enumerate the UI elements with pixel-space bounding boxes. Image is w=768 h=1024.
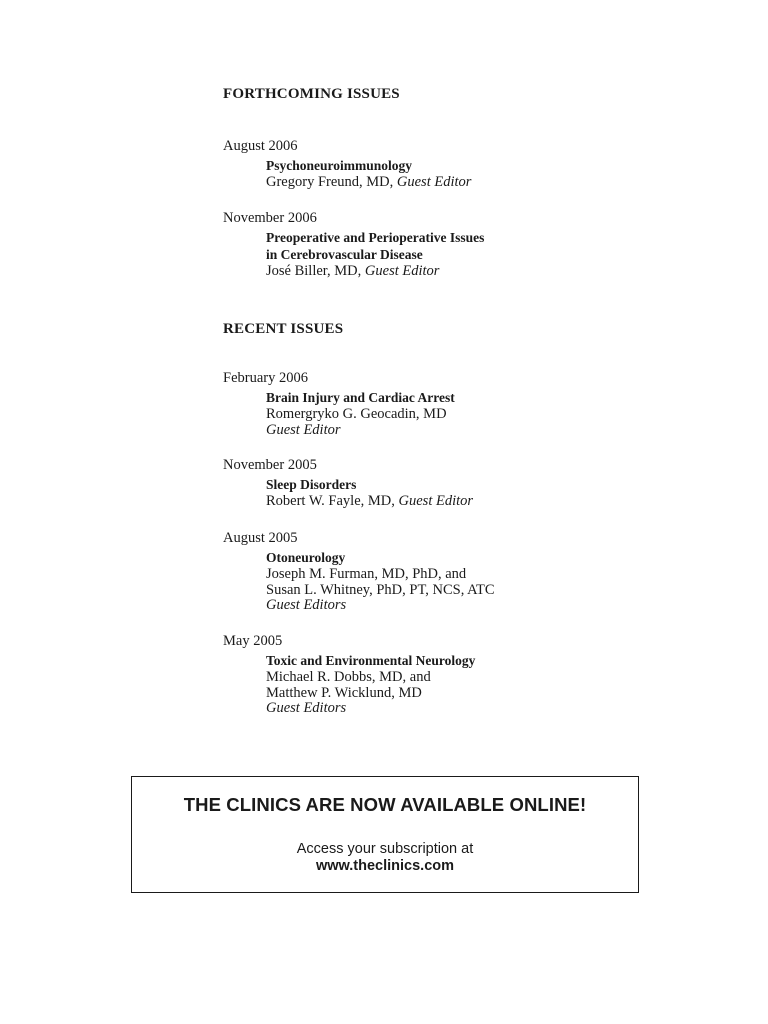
issue-editor (266, 686, 583, 702)
issue-details (266, 550, 583, 614)
editor-name: Gregory Freund, MD, (266, 174, 397, 190)
issue-editor (266, 175, 583, 191)
editor-name: José Biller, MD, (266, 263, 365, 279)
online-availability-box (131, 776, 639, 893)
issue-editor (266, 583, 583, 599)
editor-role: Guest Editors (266, 700, 347, 716)
issue-title: in Cerebrovascular Disease (266, 247, 423, 262)
issue-editor (266, 264, 583, 280)
issue-date: February 2006 (223, 370, 308, 386)
forthcoming-issue (223, 209, 583, 280)
issue-editor (266, 670, 583, 686)
issue-title: Brain Injury and Cardiac Arrest (266, 390, 455, 405)
editor-role: Guest Editor (398, 493, 474, 509)
editor-role: Guest Editor (364, 263, 440, 279)
online-box-title: THE CLINICS ARE NOW AVAILABLE ONLINE! (183, 794, 587, 815)
editor-name: Romergryko G. Geocadin, MD (266, 406, 447, 422)
forthcoming-issue (223, 137, 583, 191)
recent-issue (223, 456, 583, 510)
editor-role: Guest Editor (396, 174, 472, 190)
issue-date: November 2005 (223, 457, 317, 473)
issue-editor (266, 407, 583, 423)
issue-editor (266, 494, 583, 510)
issue-date: May 2005 (223, 633, 283, 649)
issue-title: Preoperative and Perioperative Issues (266, 230, 485, 245)
editor-name: Matthew P. Wicklund, MD (266, 684, 422, 701)
issue-details (266, 230, 583, 280)
issue-title: Sleep Disorders (266, 477, 357, 492)
issue-date: August 2006 (223, 138, 298, 154)
editor-name: Susan L. Whitney, PhD, PT, NCS, ATC (266, 581, 495, 598)
forthcoming-issues-heading: FORTHCOMING ISSUES (223, 86, 400, 102)
online-box-url-link[interactable]: www.theclinics.com (315, 858, 455, 874)
issue-title: Otoneurology (266, 550, 346, 565)
issue-editor (266, 567, 583, 583)
recent-issues-heading: RECENT ISSUES (223, 321, 344, 337)
editor-name: Michael R. Dobbs, MD, and (266, 669, 431, 685)
issue-details (266, 653, 583, 717)
editor-name: Joseph M. Furman, MD, PhD, and (266, 566, 467, 582)
recent-issue (223, 529, 583, 614)
editor-name: Robert W. Fayle, MD, (266, 493, 399, 509)
editor-role: Guest Editors (266, 597, 347, 613)
issue-date: August 2005 (223, 530, 298, 546)
issue-title: Toxic and Environmental Neurology (266, 653, 476, 668)
issue-details (266, 390, 583, 438)
issue-details (266, 158, 583, 191)
recent-issue (223, 632, 583, 717)
issue-date: November 2006 (223, 210, 317, 226)
recent-issue (223, 369, 583, 438)
online-box-text: Access your subscription at (296, 841, 474, 857)
issue-details (266, 477, 583, 510)
editor-role: Guest Editor (266, 421, 341, 438)
issue-title: Psychoneuroimmunology (266, 158, 413, 173)
